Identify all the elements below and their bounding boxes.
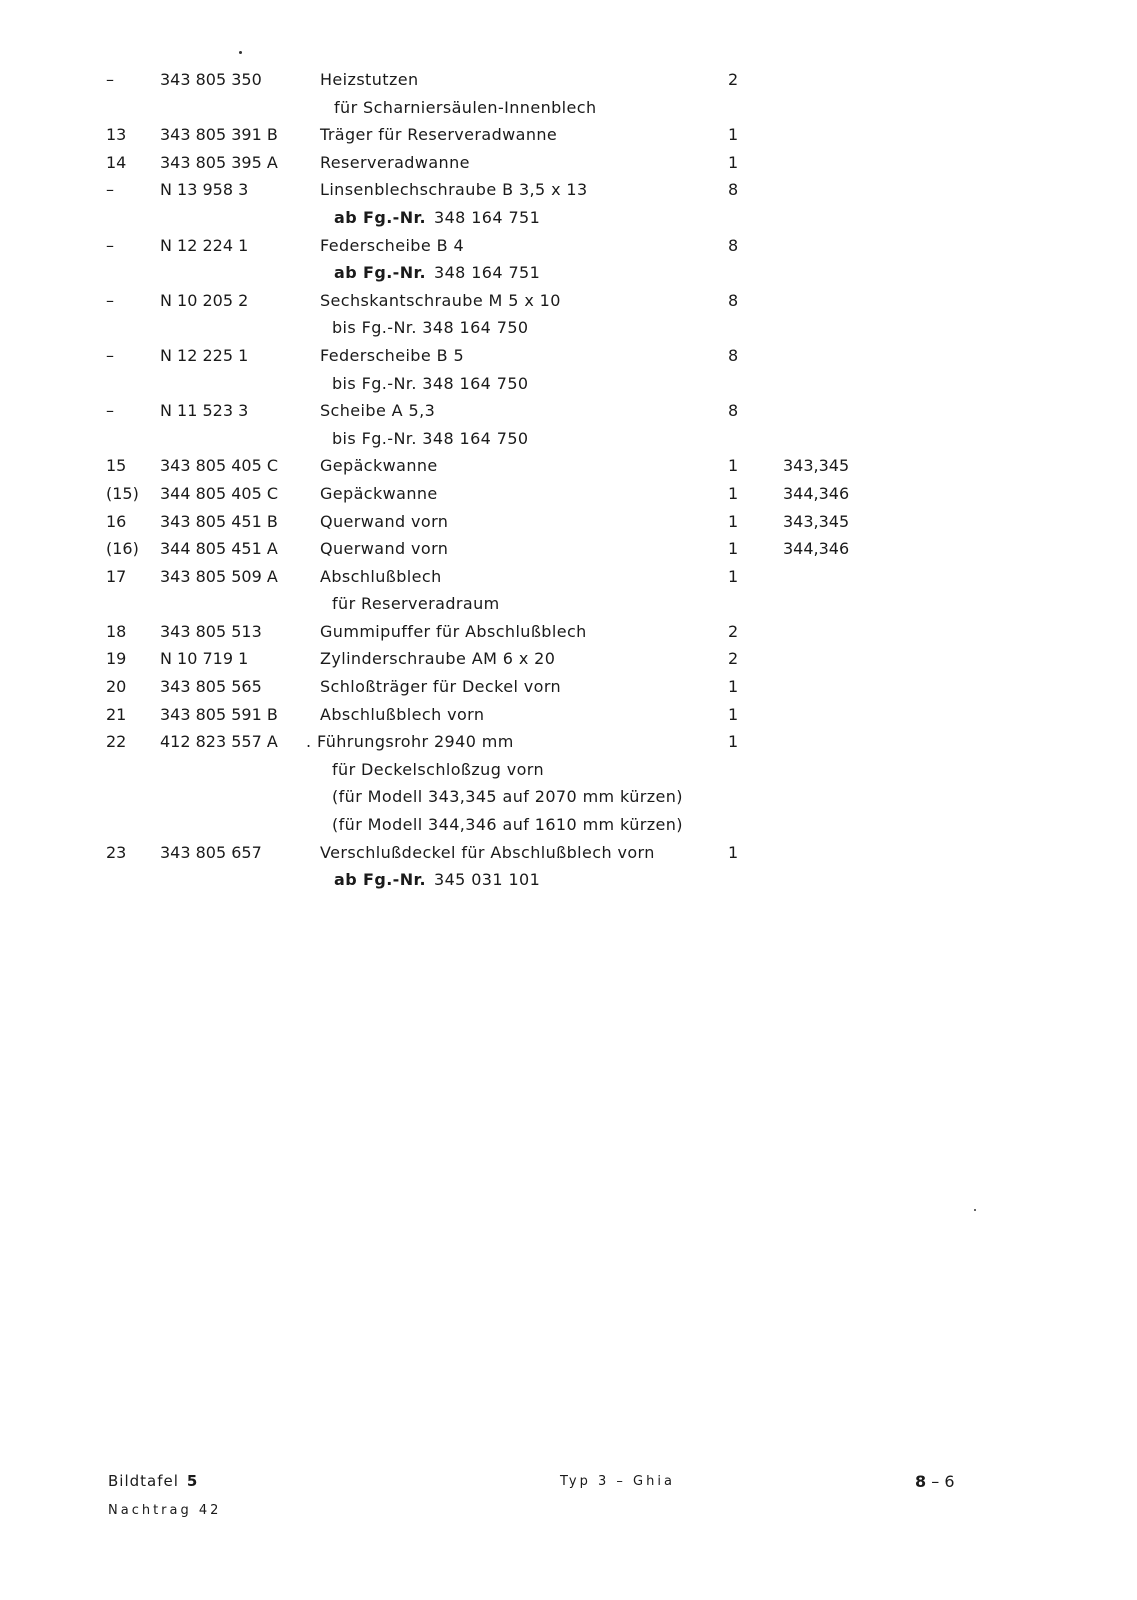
description-text: bis Fg.-Nr. 348 164 750 xyxy=(332,318,529,338)
description xyxy=(306,728,514,756)
part-number: 343 805 657 xyxy=(160,842,262,862)
description xyxy=(332,783,683,811)
table-row xyxy=(0,590,1137,618)
parts-table xyxy=(0,66,1137,894)
part-number: 343 805 350 xyxy=(160,70,262,89)
description-text: bis Fg.-Nr. 348 164 750 xyxy=(332,373,529,393)
table-row xyxy=(0,866,1137,894)
position-number: 13 xyxy=(106,125,127,145)
part-number: 343 805 405 C xyxy=(160,456,279,476)
description xyxy=(320,673,561,701)
description xyxy=(332,811,683,839)
position-number: 22 xyxy=(106,732,127,752)
description xyxy=(334,866,540,894)
position-number: 20 xyxy=(106,677,127,697)
part-number: 343 805 391 B xyxy=(160,125,278,145)
table-row xyxy=(0,535,1137,563)
part-number: N 11 523 3 xyxy=(160,401,249,421)
quantity: 8 xyxy=(728,180,739,200)
description xyxy=(320,508,448,536)
quantity: 1 xyxy=(728,704,739,724)
speck-mark xyxy=(239,51,242,54)
description-text: Heizstutzen xyxy=(320,70,419,89)
description-text: Sechskantschraube M 5 x 10 xyxy=(320,290,561,310)
description xyxy=(320,397,435,425)
part-number: N 10 205 2 xyxy=(160,290,249,310)
chassis-prefix: ab Fg.-Nr. xyxy=(334,207,426,227)
table-row xyxy=(0,425,1137,453)
description-text: Träger für Reserveradwanne xyxy=(320,125,558,145)
part-number: 343 805 509 A xyxy=(160,566,278,586)
part-number: 343 805 451 B xyxy=(160,511,278,531)
part-number: 344 805 405 C xyxy=(160,483,279,503)
description-text: Querwand vorn xyxy=(320,511,449,531)
description xyxy=(334,259,540,287)
description-text: Zylinderschraube AM 6 x 20 xyxy=(320,649,556,669)
description-text: Federscheibe B 4 xyxy=(320,235,465,255)
description-text: Querwand vorn xyxy=(320,539,449,559)
description-text: für Reserveradraum xyxy=(332,594,500,614)
position-number: – xyxy=(106,70,114,89)
table-row xyxy=(0,232,1137,260)
position-number: – xyxy=(106,290,114,310)
quantity: 1 xyxy=(728,152,739,172)
table-row xyxy=(0,94,1137,122)
table-row xyxy=(0,204,1137,232)
description xyxy=(334,94,597,122)
part-number: N 12 225 1 xyxy=(160,345,249,365)
description xyxy=(320,701,484,729)
table-row xyxy=(0,839,1137,867)
description-text: bis Fg.-Nr. 348 164 750 xyxy=(332,428,529,448)
table-row xyxy=(0,342,1137,370)
description xyxy=(320,121,557,149)
position-number: 18 xyxy=(106,621,127,641)
quantity: 1 xyxy=(728,539,739,559)
table-row xyxy=(0,701,1137,729)
description xyxy=(320,480,438,508)
chassis-prefix: ab Fg.-Nr. xyxy=(334,263,426,283)
description xyxy=(320,287,561,315)
description xyxy=(320,535,448,563)
quantity: 8 xyxy=(728,401,739,421)
description xyxy=(320,176,588,204)
table-row xyxy=(0,673,1137,701)
part-number: 344 805 451 A xyxy=(160,539,278,559)
description xyxy=(320,342,464,370)
description-text: 348 164 751 xyxy=(434,207,541,227)
description-text: Gepäckwanne xyxy=(320,456,438,476)
table-row xyxy=(0,811,1137,839)
part-number: 343 805 565 xyxy=(160,677,262,697)
quantity: 2 xyxy=(728,70,739,89)
description xyxy=(320,839,655,867)
part-number: 343 805 591 B xyxy=(160,704,278,724)
table-row xyxy=(0,452,1137,480)
plate-label-text: Bildtafel xyxy=(108,1472,179,1490)
description-text: (für Modell 343,345 auf 2070 mm kürzen) xyxy=(332,787,683,807)
part-number: N 12 224 1 xyxy=(160,235,249,255)
table-row xyxy=(0,756,1137,784)
description xyxy=(320,618,587,646)
description-text: Reserveradwanne xyxy=(320,152,470,172)
description-text: 348 164 751 xyxy=(434,263,541,283)
description-text: 345 031 101 xyxy=(434,870,541,890)
description-text: Verschlußdeckel für Abschlußblech vorn xyxy=(320,842,655,862)
page-number xyxy=(915,1472,955,1491)
description-text: für Scharniersäulen-Innenblech xyxy=(334,97,597,117)
plate-number: 5 xyxy=(186,1472,199,1490)
quantity: 1 xyxy=(728,125,739,145)
part-number: 412 823 557 A xyxy=(160,732,278,752)
quantity: 1 xyxy=(728,566,739,586)
description-text: Linsenblechschraube B 3,5 x 13 xyxy=(320,180,588,200)
position-number: 15 xyxy=(106,456,127,476)
position-number: (15) xyxy=(106,483,139,503)
position-number: 23 xyxy=(106,842,127,862)
position-number: – xyxy=(106,345,114,365)
quantity: 8 xyxy=(728,235,739,255)
table-row xyxy=(0,121,1137,149)
quantity: 8 xyxy=(728,290,739,310)
description xyxy=(332,425,528,453)
table-row xyxy=(0,287,1137,315)
table-row xyxy=(0,563,1137,591)
description-text: Federscheibe B 5 xyxy=(320,345,465,365)
model-type: Typ 3 – Ghia xyxy=(560,1474,675,1489)
model-applicability: 343,345 xyxy=(783,511,850,531)
description-text: Schloßträger für Deckel vorn xyxy=(320,677,562,697)
model-applicability: 343,345 xyxy=(783,456,850,476)
position-number: – xyxy=(106,180,114,200)
position-number: – xyxy=(106,235,114,255)
description xyxy=(320,452,438,480)
description xyxy=(332,590,500,618)
description xyxy=(320,66,419,94)
position-number: 21 xyxy=(106,704,127,724)
table-row xyxy=(0,176,1137,204)
quantity: 2 xyxy=(728,621,739,641)
quantity: 8 xyxy=(728,345,739,365)
table-row xyxy=(0,480,1137,508)
quantity: 1 xyxy=(728,456,739,476)
model-applicability: 344,346 xyxy=(783,539,850,559)
plate-label xyxy=(108,1472,198,1490)
page-section: 8 xyxy=(915,1472,927,1491)
description xyxy=(320,149,470,177)
supplement-label: Nachtrag 42 xyxy=(108,1503,222,1518)
position-number: (16) xyxy=(106,539,139,559)
description-text: Gummipuffer für Abschlußblech xyxy=(320,621,587,641)
part-number: N 10 719 1 xyxy=(160,649,249,669)
table-row xyxy=(0,618,1137,646)
quantity: 2 xyxy=(728,649,739,669)
description xyxy=(332,314,528,342)
table-row xyxy=(0,397,1137,425)
quantity: 1 xyxy=(728,842,739,862)
part-number: N 13 958 3 xyxy=(160,180,249,200)
table-row xyxy=(0,783,1137,811)
description-text: Gepäckwanne xyxy=(320,483,438,503)
quantity: 1 xyxy=(728,677,739,697)
table-row xyxy=(0,645,1137,673)
page-sub: – 6 xyxy=(931,1472,955,1491)
quantity: 1 xyxy=(728,511,739,531)
chassis-prefix: ab Fg.-Nr. xyxy=(334,870,426,890)
table-row xyxy=(0,149,1137,177)
table-row xyxy=(0,370,1137,398)
description-text: . Führungsrohr 2940 mm xyxy=(306,732,514,752)
position-number: 19 xyxy=(106,649,127,669)
description-text: Scheibe A 5,3 xyxy=(320,401,436,421)
model-applicability: 344,346 xyxy=(783,483,850,503)
description xyxy=(332,756,544,784)
description xyxy=(332,370,528,398)
table-row xyxy=(0,508,1137,536)
table-row xyxy=(0,314,1137,342)
quantity: 1 xyxy=(728,732,739,752)
description-text: Abschlußblech xyxy=(320,566,442,586)
part-number: 343 805 395 A xyxy=(160,152,278,172)
table-row xyxy=(0,259,1137,287)
position-number: 14 xyxy=(106,152,127,172)
description xyxy=(320,232,464,260)
position-number: – xyxy=(106,401,114,421)
position-number: 16 xyxy=(106,511,127,531)
speck-mark xyxy=(974,1209,976,1211)
position-number: 17 xyxy=(106,566,127,586)
description-text: für Deckelschloßzug vorn xyxy=(332,759,545,779)
quantity: 1 xyxy=(728,483,739,503)
table-row xyxy=(0,728,1137,756)
description xyxy=(320,563,442,591)
table-row xyxy=(0,66,1137,94)
description-text: Abschlußblech vorn xyxy=(320,704,485,724)
part-number: 343 805 513 xyxy=(160,621,262,641)
description xyxy=(320,645,555,673)
description xyxy=(334,204,540,232)
description-text: (für Modell 344,346 auf 1610 mm kürzen) xyxy=(332,815,683,835)
